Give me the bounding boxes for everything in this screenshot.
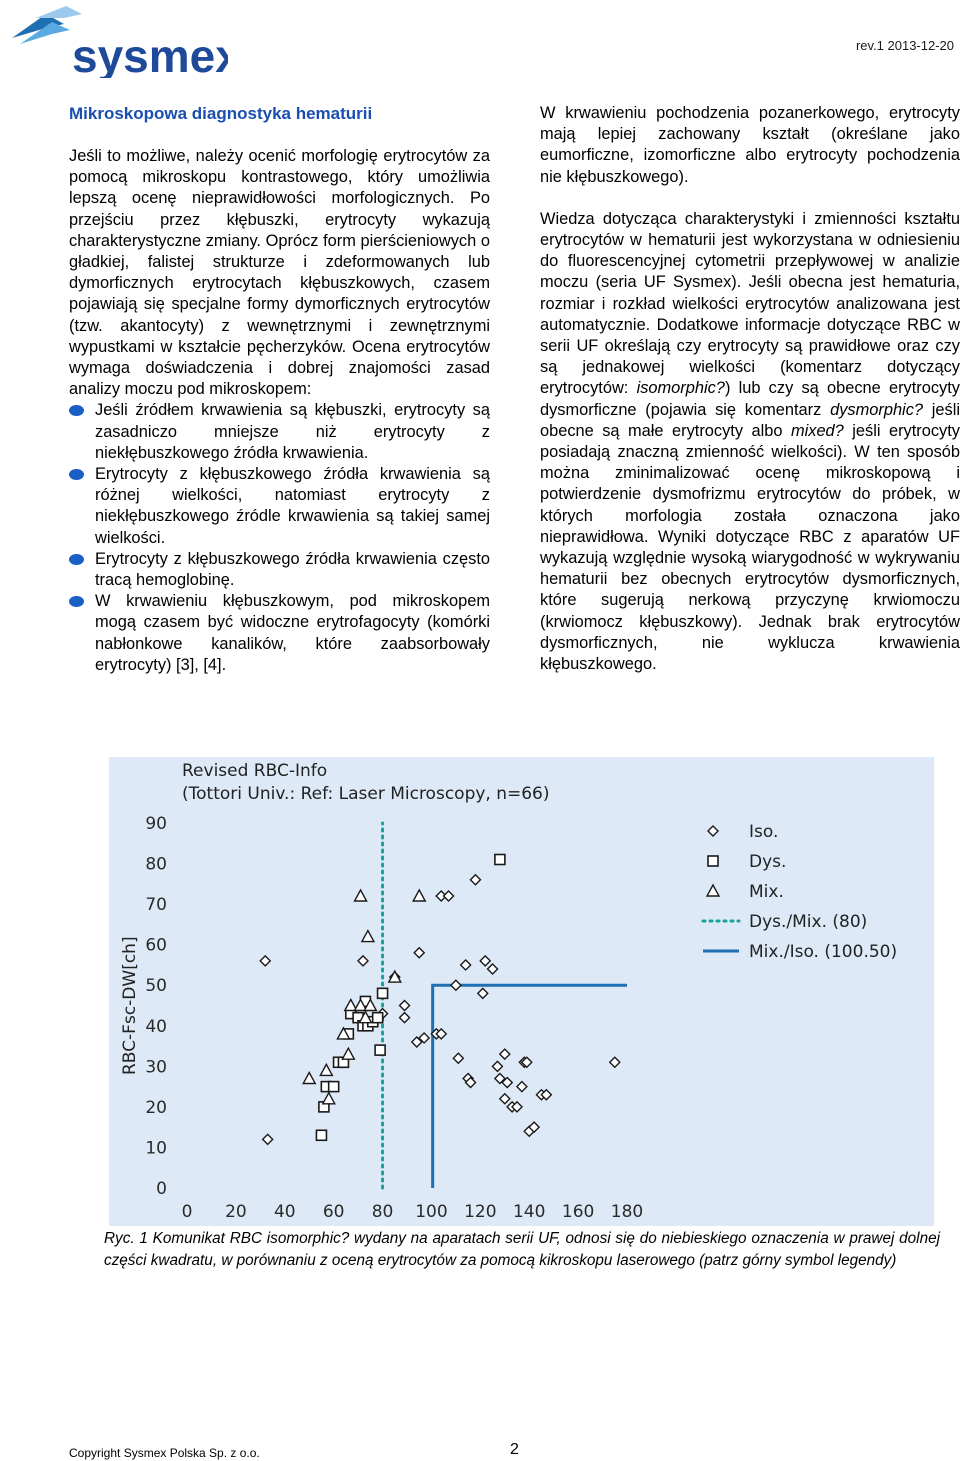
- y-tick-labels: [145, 814, 167, 1199]
- legend-label: Dys./Mix. (80): [749, 912, 868, 932]
- iso-point: [517, 1082, 527, 1092]
- bullet-list: [69, 400, 490, 676]
- dys-point: [378, 988, 388, 998]
- right-paragraph-1: W krwawieniu pochodzenia pozanerkowego, erytrocyty mają lepiej zachowany kształt (określane jako eumorficzne, izomorficzne albo erytrocyty pochodzenia nie kłębuszkowego).: [540, 104, 960, 186]
- bullet-icon: [69, 554, 84, 565]
- list-item: Erytrocyty z kłębuszkowego źródła krwawienia często tracą hemoglobinę.: [69, 549, 490, 591]
- iso-point: [400, 1013, 410, 1023]
- rbc-scatter-chart: [109, 757, 934, 1226]
- mix-point: [342, 1048, 354, 1059]
- right-column: [540, 103, 960, 675]
- reference-lines: [383, 823, 627, 1188]
- dys-point: [373, 1013, 383, 1023]
- dys-point: [329, 1082, 339, 1092]
- iso-point: [610, 1057, 620, 1067]
- sysmex-logo-icon: [6, 4, 228, 78]
- iso-point: [500, 1094, 510, 1104]
- dys-point: [316, 1130, 326, 1140]
- y-tick-label: 0: [156, 1179, 167, 1199]
- chart-legend: [703, 822, 897, 962]
- chart-subtitle: (Tottori Univ.: Ref: Laser Microscopy, n=66): [182, 784, 550, 804]
- data-markers: [260, 855, 620, 1145]
- y-tick-label: 30: [145, 1057, 167, 1078]
- x-tick-label: 100: [415, 1202, 448, 1222]
- mix-point: [320, 1064, 332, 1075]
- mix-legend-marker: [707, 885, 719, 896]
- legend-label: Dys.: [749, 852, 787, 872]
- revision-label: rev.1 2013-12-20: [855, 38, 954, 53]
- bullet-icon: [69, 596, 84, 607]
- dys-legend-marker: [708, 856, 718, 866]
- sysmex-logo: [6, 4, 228, 78]
- y-tick-label: 20: [145, 1097, 167, 1118]
- iso-point: [478, 988, 488, 998]
- iso-point: [260, 956, 270, 966]
- logo-text: sysmex: [72, 30, 228, 78]
- iso-point: [358, 956, 368, 966]
- mix-point: [362, 931, 374, 942]
- iso-point: [488, 964, 498, 974]
- list-item: Erytrocyty z kłębuszkowego źródła krwawienia są różnej wielkości, natomiast erytrocyty z niekłębuszkowego źródle krwawienia są takiej samej wielkości.: [69, 464, 490, 549]
- dys-point: [495, 855, 505, 865]
- page-number: 2: [510, 1441, 519, 1458]
- iso-point: [451, 980, 461, 990]
- iso-point: [453, 1053, 463, 1063]
- x-tick-label: 60: [322, 1202, 345, 1222]
- list-item: Jeśli źródłem krwawienia są kłębuszki, erytrocyty są zasadniczo mniejsze niż erytrocyty z niekłębuszkowego źródła krwawienia.: [69, 400, 490, 464]
- mix-point: [323, 1093, 335, 1104]
- legend-label: Iso.: [749, 822, 779, 842]
- y-tick-label: 40: [145, 1016, 167, 1037]
- y-tick-label: 90: [145, 814, 167, 834]
- x-tick-label: 80: [371, 1202, 394, 1222]
- x-tick-label: 120: [464, 1202, 497, 1222]
- legend-label: Mix./Iso. (100.50): [749, 942, 898, 962]
- iso-point: [500, 1049, 510, 1059]
- left-column: [69, 146, 490, 676]
- chart-title: Revised RBC-Info: [182, 761, 328, 781]
- x-tick-label: 40: [273, 1202, 296, 1222]
- footer-copyright: Copyright Sysmex Polska Sp. z o.o.: [69, 1446, 260, 1460]
- x-tick-label: 20: [225, 1202, 247, 1222]
- y-tick-label: 80: [145, 854, 167, 875]
- iso-point: [444, 891, 454, 901]
- intro-paragraph: Jeśli to możliwe, należy ocenić morfologię erytrocytów za pomocą mikroskopu kontrastowego, który umożliwia lepszą ocenę nieprawidłowości morfologicznych. Po przejściu przez kłębuszki, erytrocyty wykazują charakterystyczne zmiany. Oprócz form pierścieniowych o gładkiej, falistej strukturze i zdeformowanych lub dymorficznych erytrocytach kłębuszkowych, czasem pojawiają się specjalne formy dymorficznych erytrocytów (tzw. akantocyty) z wewnętrznymi i zewnętrznymi wypustkami w kształcie pęcherzyków. Ocena erytrocytów wymaga doświadczenia i dobrej znajomości zasad analizy moczu pod mikroskopem:: [69, 147, 490, 399]
- bullet-icon: [69, 405, 84, 416]
- mix-iso-threshold-line: [433, 985, 627, 1188]
- x-tick-labels: [182, 1202, 644, 1222]
- mix-point: [303, 1073, 315, 1084]
- y-axis-label: RBC-Fsc-DW[ch]: [120, 936, 140, 1075]
- y-tick-label: 60: [145, 935, 167, 956]
- dys-point: [375, 1045, 385, 1055]
- legend-label: Mix.: [749, 882, 784, 902]
- x-tick-label: 140: [512, 1202, 546, 1222]
- iso-point: [400, 1001, 410, 1011]
- page-title: Mikroskopowa diagnostyka hematurii: [69, 104, 373, 123]
- bullet-icon: [69, 469, 84, 480]
- x-tick-label: 180: [610, 1202, 644, 1222]
- chart-svg: [109, 757, 934, 1226]
- figure-caption: Ryc. 1 Komunikat RBC isomorphic? wydany na aparatach serii UF, odnosi się do niebieskiego oznaczenia w prawej dolnej części kwadratu, w porównaniu z oceną erytrocytów za pomocą kikroskopu laserowego (patrz górny symbol legendy): [104, 1230, 940, 1269]
- iso-point: [263, 1134, 273, 1144]
- iso-point: [480, 956, 490, 966]
- mix-point: [413, 890, 425, 901]
- list-item: W krwawieniu kłębuszkowym, pod mikroskopem mogą czasem być widoczne erytrofagocyty (komórki nabłonkowe kanalików, które zaabsorbowały erytrocyty) [3], [4].: [69, 591, 490, 676]
- right-paragraph-2: Wiedza dotycząca charakterystyki i zmienności kształtu erytrocytów w hematurii jest wykorzystana w odniesieniu do fluorescencyjnej cytometrii przepływowej w analizie moczu (seria UF Sysmex). Jeśli obecna jest hematuria, rozmiar i rozkład wielkości erytrocytów analizowana jest automatycznie. Dodatkowe informacje dotyczące RBC w serii UF określają czy erytrocyty są prawidłowe oraz czy są jednakowej wielkości (komentarz dotyczący erytrocytów: isomorphic?) lub czy są obecne erytrocyty dysmorficzne (pojawia się komentarz dysmorphic? jeśli obecne są małe erytrocyty albo mixed? jeśli erytrocyty posiadają znaczną zmienność wielkości). W ten sposób można zminimalizować ocenę mikroskopową i potwierdzenie dysmofrizmu erytrocytów do próbek, w których morfologia została oznaczona jako nieprawidłowa. Wyniki dotyczące RBC z aparatów UF wykazują względnie wysoką wiarygodność w wykrywaniu hematurii bez obecnych erytrocytów dysmorficznych, które sugerują nerkową przyczynę krwiomoczu (krwiomocz kłębuszkowy). Jednak brak erytrocytów dysmorficznych, nie wyklucza krwawienia kłębuszkowego.: [540, 209, 960, 674]
- iso-point: [470, 875, 480, 885]
- iso-point: [414, 948, 424, 958]
- x-tick-label: 0: [181, 1202, 193, 1222]
- x-tick-label: 160: [561, 1202, 595, 1222]
- iso-point: [492, 1061, 502, 1071]
- mix-point: [355, 890, 367, 901]
- iso-legend-marker: [708, 826, 718, 836]
- y-tick-label: 70: [145, 895, 167, 916]
- iso-point: [461, 960, 471, 970]
- y-tick-label: 50: [145, 976, 167, 997]
- y-tick-label: 10: [145, 1138, 167, 1159]
